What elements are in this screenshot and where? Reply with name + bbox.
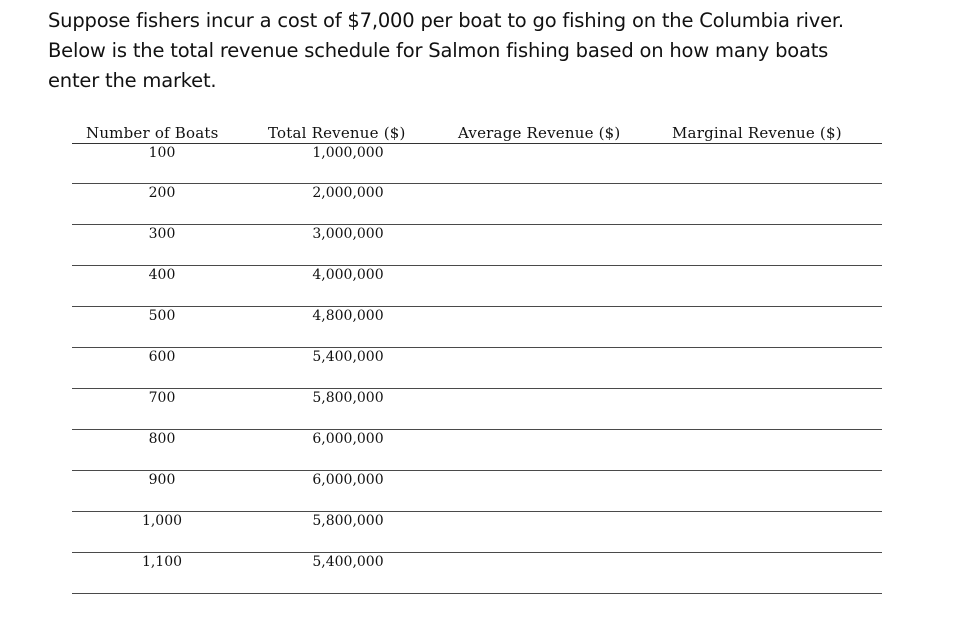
- total-revenue-cell: 5,800,000: [312, 390, 384, 406]
- table-row: [72, 184, 882, 225]
- table-row: [72, 430, 882, 471]
- boats-cell: 800: [148, 431, 176, 447]
- problem-line-2: Below is the total revenue schedule for Salmon fishing based on how many boats: [48, 39, 829, 62]
- table-row: [72, 389, 882, 430]
- table-header: [72, 118, 882, 144]
- table-row: [72, 471, 882, 512]
- header-marginal-revenue: Marginal Revenue ($): [672, 124, 842, 142]
- total-revenue-cell: 2,000,000: [312, 185, 384, 201]
- boats-cell: 300: [148, 226, 176, 242]
- table-row: [72, 144, 882, 184]
- header-number-of-boats: Number of Boats: [86, 124, 219, 142]
- total-revenue-cell: 6,000,000: [312, 472, 384, 488]
- header-average-revenue: Average Revenue ($): [458, 124, 621, 142]
- problem-line-1: Suppose fishers incur a cost of $7,000 per boat to go fishing on the Columbia river.: [48, 9, 844, 32]
- table-row: [72, 225, 882, 266]
- total-revenue-cell: 4,800,000: [312, 308, 384, 324]
- boats-cell: 700: [148, 390, 176, 406]
- problem-statement: [48, 6, 948, 96]
- table-row: [72, 266, 882, 307]
- boats-cell: 500: [148, 308, 176, 324]
- boats-cell: 100: [148, 145, 176, 161]
- total-revenue-cell: 4,000,000: [312, 267, 384, 283]
- total-revenue-cell: 5,400,000: [312, 554, 384, 570]
- table-row: [72, 512, 882, 553]
- table-row: [72, 348, 882, 389]
- total-revenue-cell: 5,400,000: [312, 349, 384, 365]
- boats-cell: 900: [148, 472, 176, 488]
- problem-line-3: enter the market.: [48, 69, 217, 92]
- boats-cell: 600: [148, 349, 176, 365]
- boats-cell: 1,000: [141, 513, 183, 529]
- boats-cell: 200: [148, 185, 176, 201]
- table-row: [72, 307, 882, 348]
- boats-cell: 1,100: [141, 554, 183, 570]
- table-row: [72, 553, 882, 594]
- boats-cell: 400: [148, 267, 176, 283]
- total-revenue-cell: 5,800,000: [312, 513, 384, 529]
- total-revenue-cell: 1,000,000: [312, 145, 384, 161]
- total-revenue-cell: 6,000,000: [312, 431, 384, 447]
- total-revenue-cell: 3,000,000: [312, 226, 384, 242]
- table-body: [72, 144, 882, 594]
- header-total-revenue: Total Revenue ($): [268, 124, 406, 142]
- revenue-schedule-table: [72, 118, 882, 594]
